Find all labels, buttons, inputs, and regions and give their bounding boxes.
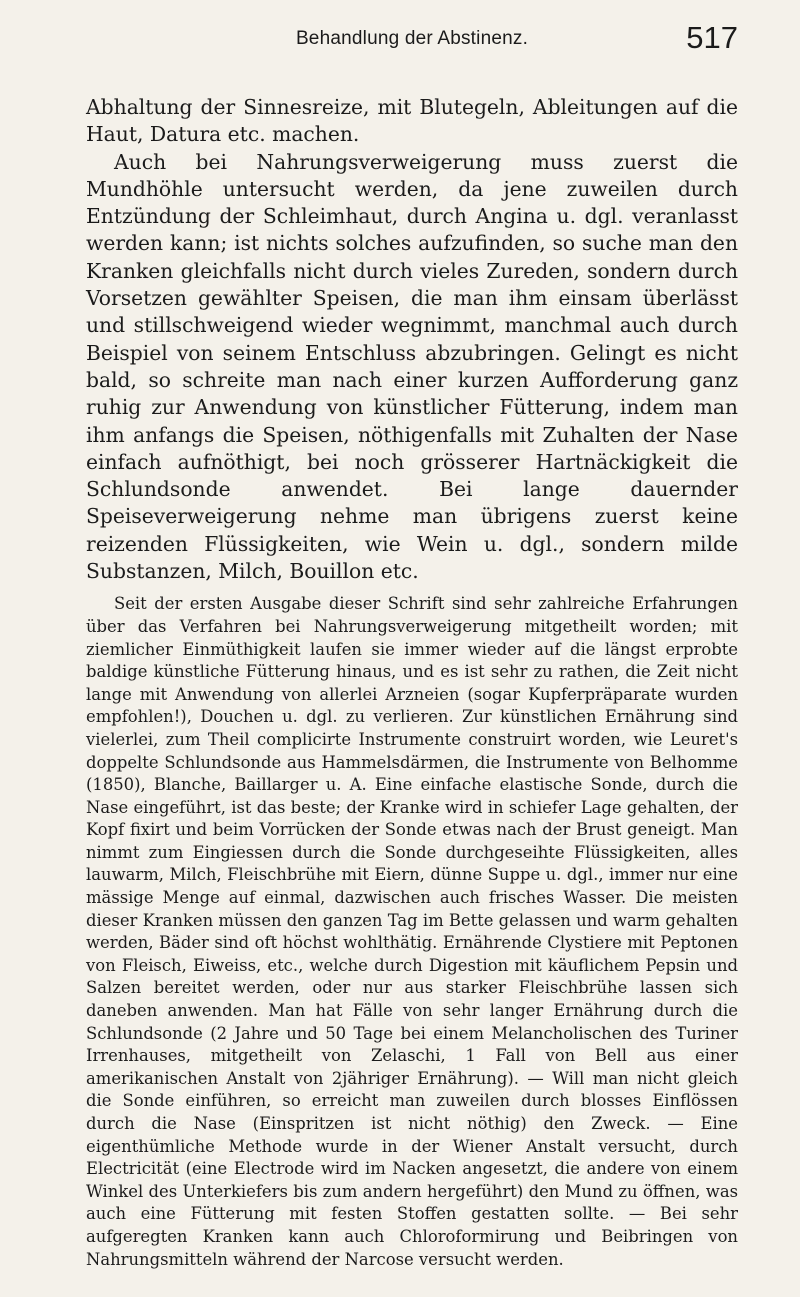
running-title: Behandlung der Abstinenz. xyxy=(295,28,529,49)
paragraph-1: Abhaltung der Sinnesreize, mit Blutegeln, Ableitungen auf die Haut, Datura etc. machen. xyxy=(86,95,738,147)
page-number: 517 xyxy=(686,20,738,55)
page-header xyxy=(86,22,738,92)
paragraph-3-small-print: Seit der ersten Ausgabe dieser Schrift sind sehr zahlreiche Erfahrungen über das Verfahren bei Nahrungsverweigerung mitgetheilt worden; mit ziemlicher Einmüthigkeit laufen sie immer wieder auf die längst erprobte baldige künstliche Fütterung hinaus, und es ist sehr zu rathen, die Zeit nicht lange mit Anwendung von allerlei Arzneien (sogar Kupferpräparate wurden empfohlen!), Douchen u. dgl. zu verlieren. Zur künstlichen Ernährung sind vielerlei, zum Theil complicirte Instrumente construirt worden, wie Leuret's doppelte Schlundsonde aus Hammelsdärmen, die Instrumente von Belhomme (1850), Blanche, Baillarger u. A. Eine einfache elastische Sonde, durch die Nase eingeführt, ist das beste; der Kranke wird in schiefer Lage gehalten, der Kopf fixirt und beim Vorrücken der Sonde etwas nach der Brust geneigt. Man nimmt zum Eingiessen durch die Sonde durchgeseihte Flüssigkeiten, alles lauwarm, Milch, Fleischbrühe mit Eiern, dünne Suppe u. dgl., immer nur eine mässige Menge auf einmal, dazwischen auch frisches Wasser. Die meisten dieser Kranken müssen den ganzen Tag im Bette gelassen und warm gehalten werden, Bäder sind oft höchst wohlthätig. Ernährende Clystiere mit Peptonen von Fleisch, Eiweiss, etc., welche durch Digestion mit käuflichem Pepsin und Salzen bereitet werden, oder nur aus starker Fleischbrühe lassen sich daneben anwenden. Man hat Fälle von sehr langer Ernährung durch die Schlundsonde (2 Jahre und 50 Tage bei einem Melancholischen des Turiner Irrenhauses, mitgetheilt von Zelaschi, 1 Fall von Bell aus einer amerikanischen Anstalt von 2jähriger Ernährung). — Will man nicht gleich die Sonde einführen, so erreicht man zuweilen durch blosses Einflössen durch die Nase (Einspritzen ist nicht nöthig) den Zweck. — Eine eigenthümliche Methode wurde in der Wiener Anstalt versucht, durch Electricität (eine Electrode wird im Nacken angesetzt, die andere von einem Winkel des Unterkiefers bis zum andern hergeführt) den Mund zu öffnen, was auch eine Fütterung mit festen Stoffen gestatten sollte. — Bei sehr aufgeregten Kranken kann auch Chloroformirung und Beibringen von Nahrungsmitteln während der Narcose versucht werden. xyxy=(86,594,738,1269)
paragraph-2: Auch bei Nahrungsverweigerung muss zuerst die Mundhöhle untersucht werden, da jene zuweilen durch Entzündung der Schleimhaut, durch Angina u. dgl. veranlasst werden kann; ist nichts solches aufzufinden, so suche man den Kranken gleichfalls nicht durch vieles Zureden, sondern durch Vorsetzen gewählter Speisen, die man ihm einsam überlässt und stillschweigend wieder wegnimmt, manchmal auch durch Beispiel von seinem Entschluss abzubringen. Gelingt es nicht bald, so schreite man nach einer kurzen Aufforderung ganz ruhig zur Anwendung von künstlicher Fütterung, indem man ihm anfangs die Speisen, nöthigenfalls mit Zuhalten der Nase einfach aufnöthigt, bei noch grösserer Hartnäckigkeit die Schlundsonde anwendet. Bei lange dauernder Speiseverweigerung nehme man übrigens zuerst keine reizenden Flüssigkeiten, wie Wein u. dgl., sondern milde Substanzen, Milch, Bouillon etc. xyxy=(86,149,738,584)
page-body xyxy=(86,94,738,1271)
